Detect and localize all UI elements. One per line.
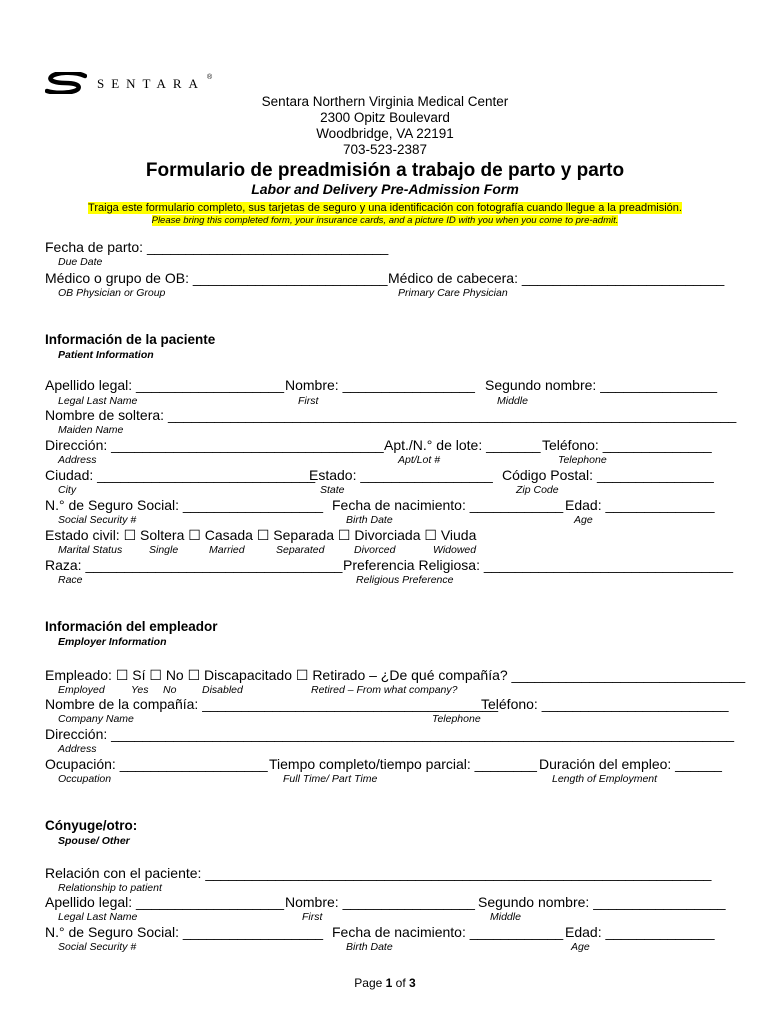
employer-info-heading: Información del empleador	[45, 619, 218, 634]
label-en: Apt/Lot #	[398, 454, 441, 466]
label-en: Social Security #	[58, 941, 137, 953]
label-en: State	[320, 484, 345, 496]
label-en: Address	[58, 743, 97, 755]
patient-info-heading-en: Patient Information	[58, 349, 154, 361]
label-en: No	[163, 684, 177, 696]
label-en: Zip Code	[516, 484, 559, 496]
ob-physician-field[interactable]: Médico o grupo de OB: _________________________	[45, 270, 388, 286]
employer-address-field[interactable]: Dirección: ________________________________________________________________________________	[45, 726, 735, 742]
page-current: 1	[385, 976, 393, 990]
logo-wordmark: SENTARA	[97, 76, 205, 91]
page-prefix: Page	[354, 976, 386, 990]
patient-state-field[interactable]: Estado: _________________	[309, 467, 493, 483]
label-en: Occupation	[58, 773, 112, 785]
page-total: 3	[409, 976, 416, 990]
instructions-en-wrap	[0, 210, 770, 228]
label-en: Maiden Name	[58, 424, 124, 436]
label-en: Widowed	[433, 544, 477, 556]
form-title: Formulario de preadmisión a trabajo de parto y parto	[145, 160, 625, 181]
label-en: Company Name	[58, 713, 134, 725]
label-en: Full Time/ Part Time	[283, 773, 378, 785]
page-number	[0, 976, 770, 990]
label-en: Birth Date	[346, 514, 393, 526]
label-en: Yes	[131, 684, 149, 696]
form-subtitle: Labor and Delivery Pre-Admission Form	[251, 181, 519, 197]
label-en: Social Security #	[58, 514, 137, 526]
patient-apt-field[interactable]: Apt./N.° de lote: _______	[384, 437, 541, 453]
due-date-field[interactable]: Fecha de parto: _______________________________	[45, 239, 389, 255]
marital-status-checkboxes[interactable]: Estado civil: ☐ Soltera ☐ Casada ☐ Separada ☐ Divorciada ☐ Viuda	[45, 527, 477, 543]
patient-dob-field[interactable]: Fecha de nacimiento: ____________	[332, 497, 564, 513]
patient-age-field[interactable]: Edad: ______________	[565, 497, 715, 513]
instructions-en: Please bring this completed form, your insurance cards, and a picture ID with you when you come to pre-admit.	[151, 215, 619, 226]
spouse-heading-en: Spouse/ Other	[58, 835, 130, 847]
label-en: Age	[574, 514, 593, 526]
label-en: Birth Date	[346, 941, 393, 953]
label-en: Single	[149, 544, 179, 556]
label-en: Legal Last Name	[58, 395, 138, 407]
label-en: Disabled	[202, 684, 243, 696]
label-en: Race	[58, 574, 83, 586]
patient-address-field[interactable]: Dirección: ___________________________________	[45, 437, 384, 453]
spouse-last-name-field[interactable]: Apellido legal: ___________________	[45, 894, 284, 910]
label-en: Religious Preference	[356, 574, 454, 586]
sentara-swoosh-icon	[45, 72, 87, 94]
facility-city: Woodbridge, VA 22191	[316, 126, 454, 141]
label-en: Retired – From what company?	[311, 684, 458, 696]
spouse-dob-field[interactable]: Fecha de nacimiento: ____________	[332, 924, 564, 940]
ob-label-en: OB Physician or Group	[58, 287, 166, 299]
facility-name: Sentara Northern Virginia Medical Center	[261, 94, 509, 109]
spouse-middle-name-field[interactable]: Segundo nombre: _________________	[478, 894, 726, 910]
label-en: Separated	[276, 544, 325, 556]
label-en: Middle	[497, 395, 528, 407]
facility-street: 2300 Opitz Boulevard	[320, 110, 450, 125]
maiden-name-field[interactable]: Nombre de soltera: _________________________________________________________________________	[45, 407, 737, 423]
spouse-age-field[interactable]: Edad: ______________	[565, 924, 715, 940]
race-field[interactable]: Raza: _________________________________	[45, 557, 343, 573]
due-date-label-en: Due Date	[58, 256, 103, 268]
relationship-field[interactable]: Relación con el paciente: _________________________________________________________________	[45, 865, 712, 881]
label-en: City	[58, 484, 77, 496]
label-en: Employed	[58, 684, 105, 696]
patient-info-heading: Información de la paciente	[45, 332, 216, 347]
patient-zip-field[interactable]: Código Postal: _______________	[502, 467, 714, 483]
label-en: Telephone	[432, 713, 481, 725]
company-name-field[interactable]: Nombre de la compañía: ______________________________________	[45, 696, 499, 712]
employed-checkboxes[interactable]: Empleado: ☐ Sí ☐ No ☐ Discapacitado ☐ Retirado – ¿De qué compañía? ______________________________	[45, 667, 746, 683]
trademark-symbol: ®	[207, 74, 213, 81]
label-en: Age	[571, 941, 590, 953]
patient-city-field[interactable]: Ciudad: ____________________________	[45, 467, 316, 483]
label-en: Middle	[490, 911, 521, 923]
label-en: Length of Employment	[552, 773, 658, 785]
label-en: Legal Last Name	[58, 911, 138, 923]
occupation-field[interactable]: Ocupación: ___________________	[45, 756, 268, 772]
patient-last-name-field[interactable]: Apellido legal: ___________________	[45, 377, 284, 393]
label-en: Telephone	[558, 454, 607, 466]
pcp-label-en: Primary Care Physician	[398, 287, 508, 299]
label-en: First	[302, 911, 323, 923]
facility-phone: 703-523-2387	[342, 142, 428, 157]
spouse-first-name-field[interactable]: Nombre: _________________	[285, 894, 475, 910]
company-phone-field[interactable]: Teléfono: ________________________	[481, 696, 729, 712]
label-en: Marital Status	[58, 544, 123, 556]
instructions-es: Traiga este formulario completo, sus tarjetas de seguro y una identificación con fotografía cuando llegue a la preadmisión.	[88, 202, 682, 214]
patient-phone-field[interactable]: Teléfono: ______________	[542, 437, 712, 453]
label-en: First	[298, 395, 319, 407]
label-en: Divorced	[354, 544, 396, 556]
patient-ssn-field[interactable]: N.° de Seguro Social: __________________	[45, 497, 324, 513]
label-en: Married	[209, 544, 245, 556]
employer-info-heading-en: Employer Information	[58, 636, 167, 648]
spouse-ssn-field[interactable]: N.° de Seguro Social: __________________	[45, 924, 324, 940]
primary-care-field[interactable]: Médico de cabecera: __________________________	[388, 270, 725, 286]
label-en: Relationship to patient	[58, 882, 162, 894]
spouse-heading: Cónyuge/otro:	[45, 818, 138, 833]
employment-duration-field[interactable]: Duración del empleo: ______	[539, 756, 722, 772]
patient-first-name-field[interactable]: Nombre: _________________	[285, 377, 475, 393]
patient-middle-name-field[interactable]: Segundo nombre: _______________	[485, 377, 717, 393]
page-of: of	[392, 976, 410, 990]
label-en: Address	[58, 454, 97, 466]
fulltime-parttime-field[interactable]: Tiempo completo/tiempo parcial: ________	[269, 756, 537, 772]
religion-field[interactable]: Preferencia Religiosa: ________________________________	[343, 557, 734, 573]
